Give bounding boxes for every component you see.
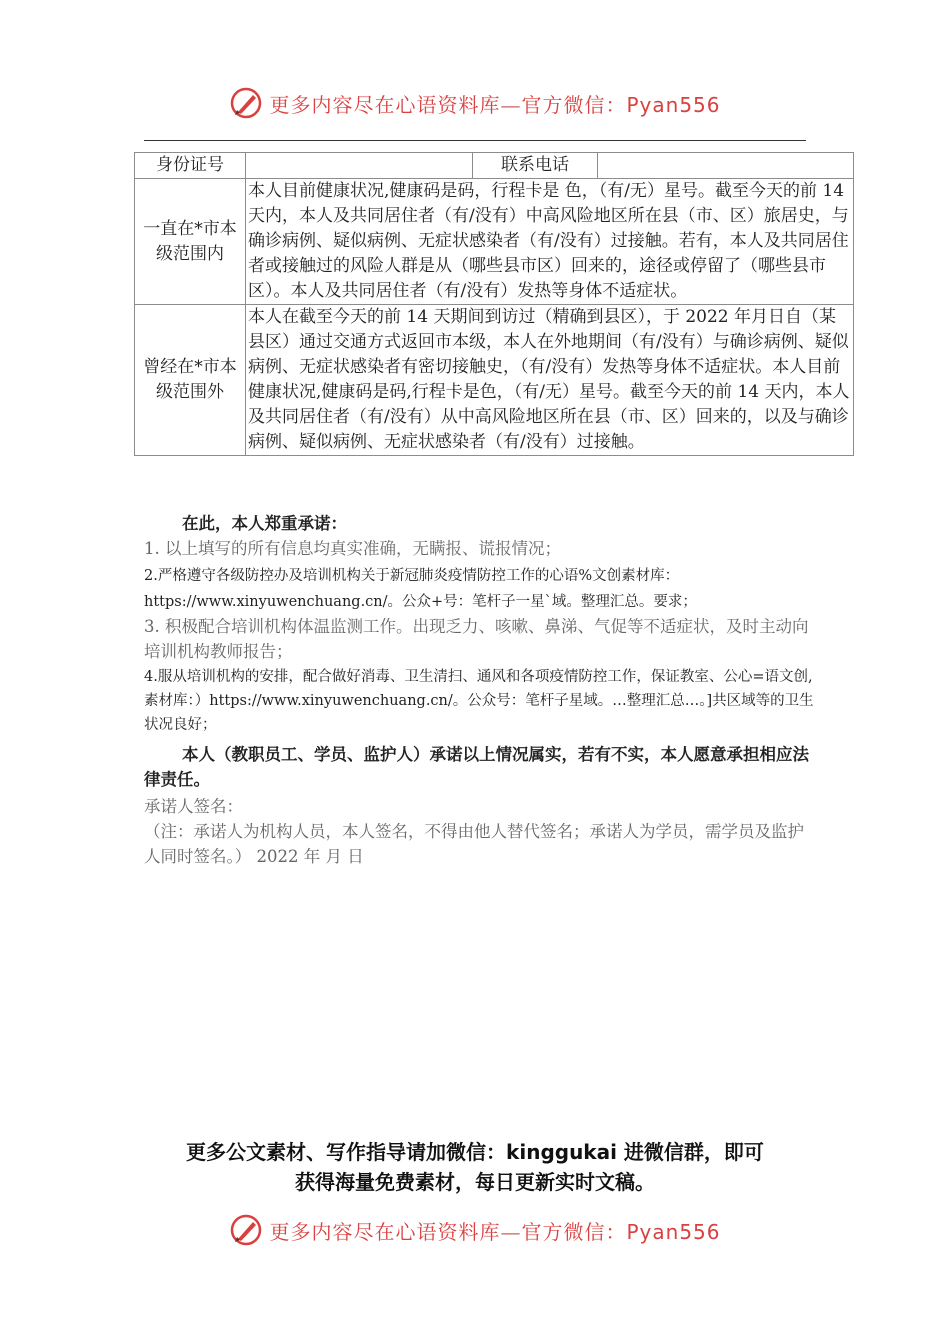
id-number-field[interactable] bbox=[246, 153, 473, 179]
footer-line-1: 更多公文素材、写作指导请加微信：kinggukai 进微信群，即可 bbox=[186, 1140, 764, 1164]
header-divider bbox=[144, 140, 806, 141]
promise-heading: 在此，本人郑重承诺： bbox=[182, 514, 347, 533]
signature-label: 承诺人签名： bbox=[144, 797, 243, 816]
row-text-outside: 本人在截至今天的前 14 天期间到访过（精确到县区），于 2022 年月日自（某县区）通过交通方式返回市本级，本人在外地期间（有/没有）与确诊病例、疑似病例、无症状感染者有密切接触史，（有/没有）发热等身体不适症状。本人目前健康状况,健康码是码,行程卡是色，（有/无）星号。截至今天的前 14 天内，本人及共同居住者（有/没有）从中高风险地区所在县（市、区）回来的，以及与确诊病例、疑似病例、无症状感染者（有/没有）过接触。 bbox=[246, 305, 854, 456]
footer-note bbox=[120, 1137, 830, 1197]
watermark-text: 更多内容尽在心语资料库—官方微信：Pyan556 bbox=[269, 92, 721, 117]
phone-label: 联系电话 bbox=[473, 153, 598, 179]
row-label-local: 一直在*市本级范围内 bbox=[135, 179, 246, 305]
promise-statement: 本人（教职员工、学员、监护人）承诺以上情况属实，若有不实，本人愿意承担相应法律责任。 bbox=[144, 745, 809, 789]
table-row bbox=[135, 179, 854, 305]
signature-note: （注：承诺人为机构人员，本人签名，不得由他人替代签名；承诺人为学员，需学员及监护人同时签名。） 2022 年 月 日 bbox=[144, 822, 804, 866]
promise-item-2: 2.严格遵守各级防控办及培训机构关于新冠肺炎疫情防控工作的心语%文创素材库：https://www.xinyuwenchuang.cn/。公众+号：笔杆子一星`域。整理汇总。要求； bbox=[144, 568, 697, 610]
promise-item-4: 4.服从培训机构的安排，配合做好消毒、卫生清扫、通风和各项疫情防控工作，保证教室、公心=语文创,素材库：）https://www.xinyuwenchuang.cn/。公众号：笔杆子星域。…整理汇总…。]共区域等的卫生状况良好； bbox=[144, 669, 814, 733]
row-label-outside: 曾经在*市本级范围外 bbox=[135, 305, 246, 456]
footer-line-2: 获得海量免费素材，每日更新实时文稿。 bbox=[295, 1170, 655, 1194]
health-info-table bbox=[134, 152, 854, 456]
table-row bbox=[135, 305, 854, 456]
promise-item-1: 1. 以上填写的所有信息均真实准确，无瞒报、谎报情况； bbox=[144, 539, 561, 558]
watermark-banner-top bbox=[0, 83, 950, 123]
row-text-local: 本人目前健康状况,健康码是码，行程卡是 色，（有/无）星号。截至今天的前 14 天内，本人及共同居住者（有/没有）中高风险地区所在县（市、区）旅居史，与确诊病例、疑似病例、无症状感染者（有/没有）过接触。若有，本人及共同居住者或接触过的风险人群是从（哪些县市区）回来的，途径或停留了（哪些县市区）。本人及共同居住者（有/没有）发热等身体不适症状。 bbox=[246, 179, 854, 305]
promise-item-3: 3. 积极配合培训机构体温监测工作。出现乏力、咳嗽、鼻涕、气促等不适症状，及时主动向培训机构教师报告； bbox=[144, 617, 809, 661]
watermark-text: 更多内容尽在心语资料库—官方微信：Pyan556 bbox=[269, 1219, 721, 1244]
phone-field[interactable] bbox=[598, 153, 854, 179]
watermark-banner-bottom bbox=[0, 1210, 950, 1250]
pen-logo-icon bbox=[229, 1213, 263, 1247]
table-row bbox=[135, 153, 854, 179]
pen-logo-icon bbox=[229, 86, 263, 120]
id-number-label: 身份证号 bbox=[135, 153, 246, 179]
